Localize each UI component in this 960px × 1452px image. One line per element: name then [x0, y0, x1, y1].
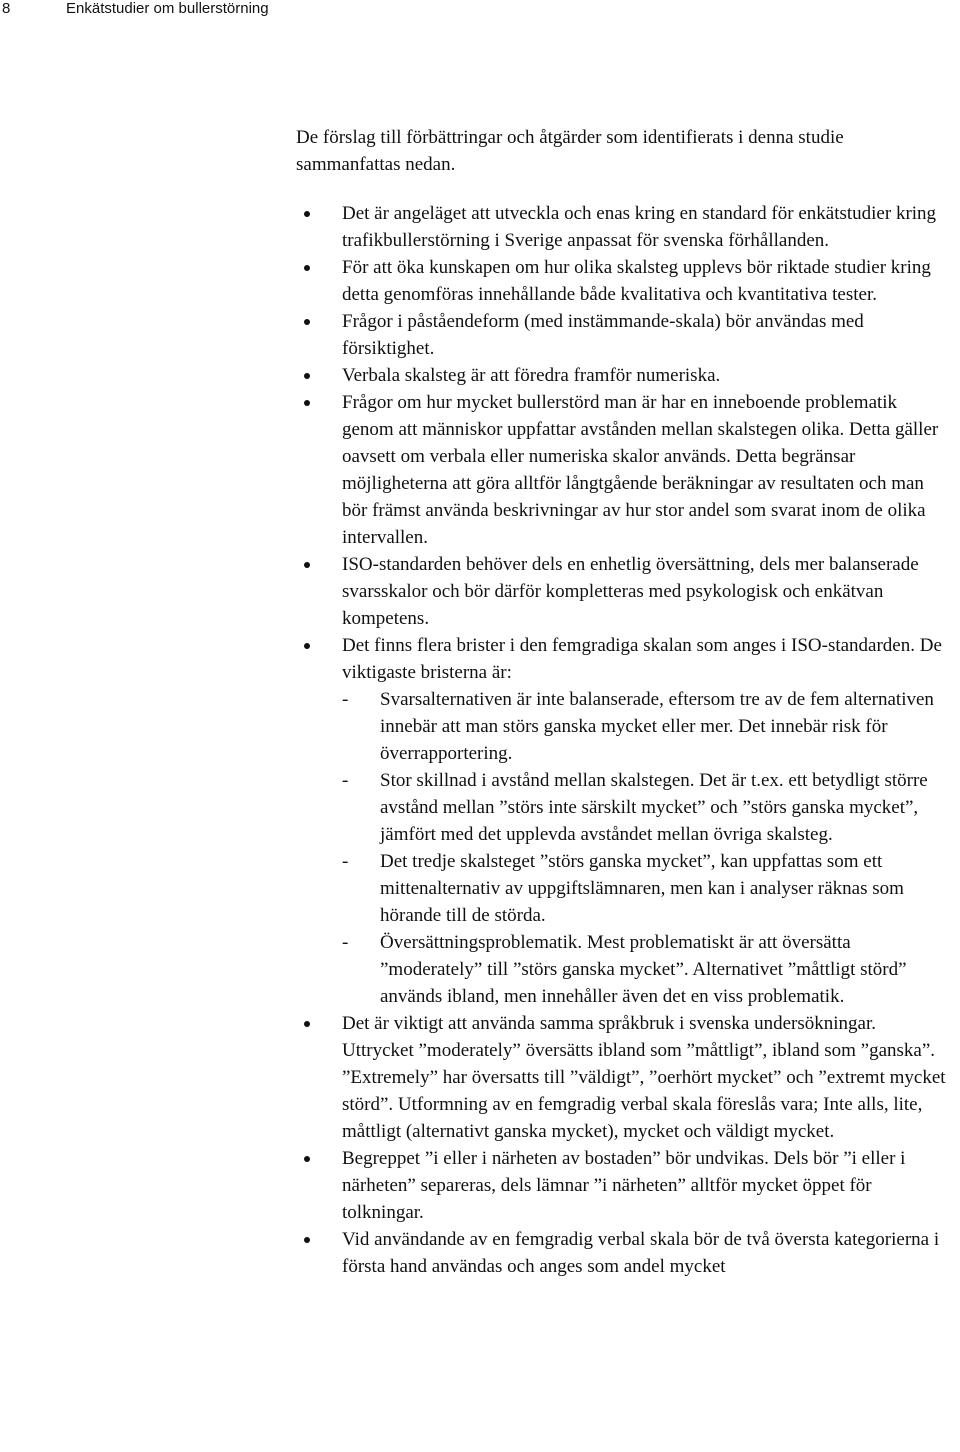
dash-icon: - [342, 689, 349, 710]
list-item [296, 1145, 952, 1226]
sub-list-item [342, 767, 952, 848]
page-number: 8 [2, 0, 11, 17]
list-item [296, 200, 952, 254]
bullet-icon [304, 643, 310, 649]
dash-icon: - [342, 932, 349, 953]
list-item-text: Begreppet ”i eller i närheten av bostaden” bör undvikas. Dels bör ”i eller i närheten” separeras, dels lämnar ”i närheten” alltför mycket öppet för tolkningar. [342, 1148, 906, 1223]
dash-icon: - [342, 851, 349, 872]
sub-list-item [342, 929, 952, 1010]
list-item [296, 632, 952, 1010]
bullet-icon [304, 1021, 310, 1027]
list-item [296, 362, 952, 389]
sub-list-item [342, 848, 952, 929]
list-item [296, 1226, 952, 1280]
intro-paragraph: De förslag till förbättringar och åtgärder som identifierats i denna studie sammanfattas nedan. [296, 127, 844, 175]
iso-shortcomings-list [342, 686, 952, 1010]
bullet-icon [304, 1237, 310, 1243]
list-item-text: ISO-standarden behöver dels en enhetlig översättning, dels mer balanserade svarsskalor och bör därför kompletteras med psykologisk och enkätvan kompetens. [342, 554, 919, 629]
bullet-icon [304, 319, 310, 325]
sub-list-item-text: Svarsalternativen är inte balanserade, eftersom tre av de fem alternativen innebär att man störs ganska mycket eller mer. Det innebär risk för överrapportering. [380, 689, 934, 764]
document-body [296, 124, 952, 1280]
bullet-icon [304, 373, 310, 379]
list-item-text: Frågor om hur mycket bullerstörd man är har en inneboende problematik genom att människor uppfattar avstånden mellan skalstegen olika. Detta gäller oavsett om verbala eller numeriska skalor används. Detta begränsar möjligheterna att göra alltför långtgående beräkningar av resultaten och man bör främst använda beskrivningar av hur stor andel som svarat inom de olika intervallen. [342, 392, 939, 548]
list-item [296, 308, 952, 362]
list-item [296, 551, 952, 632]
list-item-text: Det är angeläget att utveckla och enas kring en standard för enkätstudier kring trafikbullerstörning i Sverige anpassat för svenska förhållanden. [342, 203, 937, 251]
list-item-text: För att öka kunskapen om hur olika skalsteg upplevs bör riktade studier kring detta genomföras innehållande både kvalitativa och kvantitativa tester. [342, 257, 931, 305]
list-item-text: Frågor i påståendeform (med instämmande-skala) bör användas med försiktighet. [342, 311, 864, 359]
list-item-text: Det finns flera brister i den femgradiga skalan som anges i ISO-standarden. De viktigaste bristerna är: [342, 635, 942, 683]
bullet-icon [304, 265, 310, 271]
page-header [0, 0, 960, 20]
list-item [296, 254, 952, 308]
list-item [296, 1010, 952, 1145]
bullet-icon [304, 400, 310, 406]
bullet-icon [304, 211, 310, 217]
bullet-icon [304, 1156, 310, 1162]
running-title: Enkätstudier om bullerstörning [66, 0, 269, 17]
sub-list-item-text: Stor skillnad i avstånd mellan skalstegen. Det är t.ex. ett betydligt större avstånd mellan ”störs inte särskilt mycket” och ”störs ganska mycket”, jämfört med det upplevda avståndet mellan övriga skalsteg. [380, 770, 928, 845]
sub-list-item [342, 686, 952, 767]
sub-list-item-text: Översättningsproblematik. Mest problematiskt är att översätta ”moderately” till ”störs ganska mycket”. Alternativet ”måttligt störd” används ibland, men innehåller även det en viss problematik. [380, 932, 907, 1007]
list-item-text: Vid användande av en femgradig verbal skala bör de två översta kategorierna i första hand användas och anges som andel mycket [342, 1229, 940, 1277]
list-item [296, 389, 952, 551]
bullet-icon [304, 562, 310, 568]
recommendations-list [296, 200, 952, 1280]
list-item-text: Det är viktigt att använda samma språkbruk i svenska undersökningar. Uttrycket ”moderately” översätts ibland som ”måttligt”, ibland som ”ganska”. ”Extremely” har översatts till ”väldigt”, ”oerhört mycket” och ”extremt mycket störd”. Utformning av en femgradig verbal skala föreslås vara; Inte alls, lite, måttligt (alternativt ganska mycket), mycket och väldigt mycket. [342, 1013, 946, 1142]
list-item-text: Verbala skalsteg är att föredra framför numeriska. [342, 365, 721, 386]
dash-icon: - [342, 770, 349, 791]
sub-list-item-text: Det tredje skalsteget ”störs ganska mycket”, kan uppfattas som ett mittenalternativ av uppgiftslämnaren, men kan i analyser räknas som hörande till de störda. [380, 851, 904, 926]
